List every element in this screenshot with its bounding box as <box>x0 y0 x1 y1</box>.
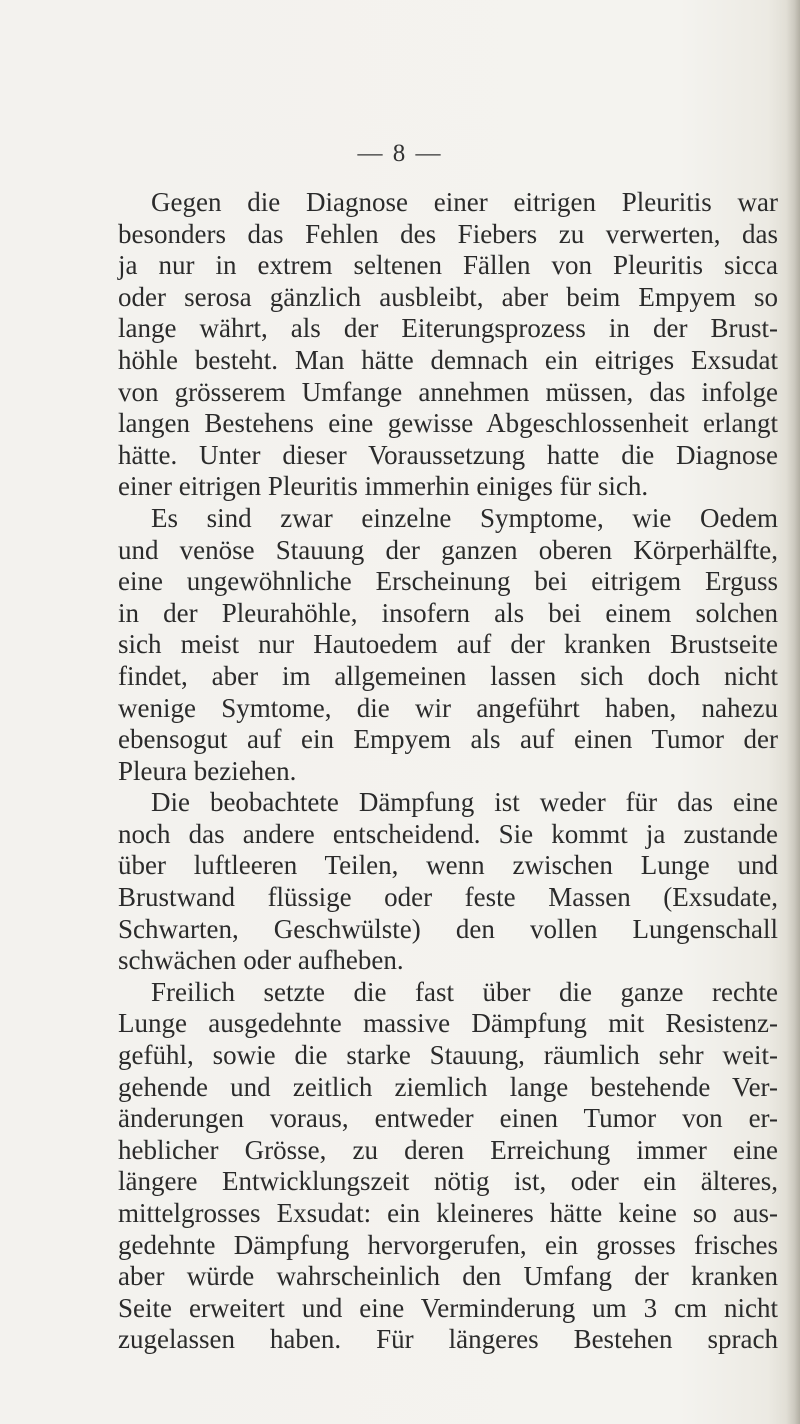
text-line: in der Pleurahöhle, insofern als bei einem solchen <box>118 597 778 628</box>
text-line: findet, aber im allgemeinen lassen sich doch nicht <box>118 660 778 691</box>
text-line: Gegen die Diagnose einer eitrigen Pleuritis war <box>151 187 778 217</box>
text-line: sich meist nur Hautoedem auf der kranken Brustseite <box>118 629 778 660</box>
text-line: mittelgrosses Exsudat: ein kleineres hätte keine so aus- <box>118 1198 778 1228</box>
text-line: schwächen oder aufheben. <box>118 945 404 976</box>
text-line: heblicher Grösse, zu deren Erreichung immer eine <box>118 1134 778 1165</box>
text-line: höhle besteht. Man hätte demnach ein eitriges Exsudat <box>118 344 778 375</box>
text-line: Seite erweitert und eine Verminderung um 3 cm nicht <box>118 1292 778 1323</box>
paragraph-1 <box>118 187 778 503</box>
page-edge-shadow <box>786 0 800 1424</box>
text-line: Lunge ausgedehnte massive Dämpfung mit Resistenz- <box>118 1008 778 1039</box>
text-line: noch das andere entscheidend. Sie kommt ja zustande <box>118 818 778 849</box>
text-line: hätte. Unter dieser Voraussetzung hatte die Diagnose <box>118 439 778 470</box>
text-line: besonders das Fehlen des Fiebers zu verwerten, das <box>118 218 778 249</box>
text-line: über luftleeren Teilen, wenn zwischen Lunge und <box>118 850 778 881</box>
text-line: lange währt, als der Eiterungsprozess in der Brust- <box>118 313 778 344</box>
text-line: aber würde wahrscheinlich den Umfang der kranken <box>118 1261 778 1292</box>
paragraph-3 <box>118 787 778 977</box>
text-line: und venöse Stauung der ganzen oberen Körperhälfte, <box>118 534 778 565</box>
text-line: Es sind zwar einzelne Symptome, wie Oedem <box>151 502 778 533</box>
text-line: ja nur in extrem seltenen Fällen von Pleuritis sicca <box>118 250 778 281</box>
text-line: Pleura beziehen. <box>118 755 297 786</box>
paragraph-2 <box>118 503 778 787</box>
text-line: oder serosa gänzlich ausbleibt, aber beim Empyem so <box>118 281 778 312</box>
text-line: Brustwand flüssige oder feste Massen (Exsudate, <box>118 882 778 913</box>
body-text <box>118 187 778 1356</box>
page-number: — 8 — <box>357 140 443 167</box>
paragraph-4 <box>118 977 778 1356</box>
text-line: ebensogut auf ein Empyem als auf einen Tumor der <box>118 724 778 755</box>
text-line: gefühl, sowie die starke Stauung, räumlich sehr weit- <box>118 1040 778 1071</box>
text-line: Freilich setzte die fast über die ganze rechte <box>151 976 778 1007</box>
text-line: zugelassen haben. Für längeres Bestehen sprach <box>118 1324 778 1355</box>
text-line: gehende und zeitlich ziemlich lange bestehende Ver- <box>118 1071 778 1102</box>
text-line: langen Bestehens eine gewisse Abgeschlossenheit erlangt <box>118 408 778 439</box>
text-line: Die beobachtete Dämpfung ist weder für das eine <box>151 787 778 818</box>
text-line: wenige Symtome, die wir angeführt haben, nahezu <box>118 692 778 723</box>
text-line: Schwarten, Geschwülste) den vollen Lungenschall <box>118 913 778 944</box>
text-line: eine ungewöhnliche Erscheinung bei eitrigem Erguss <box>118 566 778 597</box>
text-line: änderungen voraus, entweder einen Tumor von er- <box>118 1103 778 1134</box>
text-line: längere Entwicklungszeit nötig ist, oder ein älteres, <box>118 1166 778 1197</box>
text-line: einer eitrigen Pleuritis immerhin einiges für sich. <box>118 471 649 502</box>
text-line: gedehnte Dämpfung hervorgerufen, ein grosses frisches <box>118 1229 778 1260</box>
text-line: von grösserem Umfange annehmen müssen, das infolge <box>118 376 778 407</box>
